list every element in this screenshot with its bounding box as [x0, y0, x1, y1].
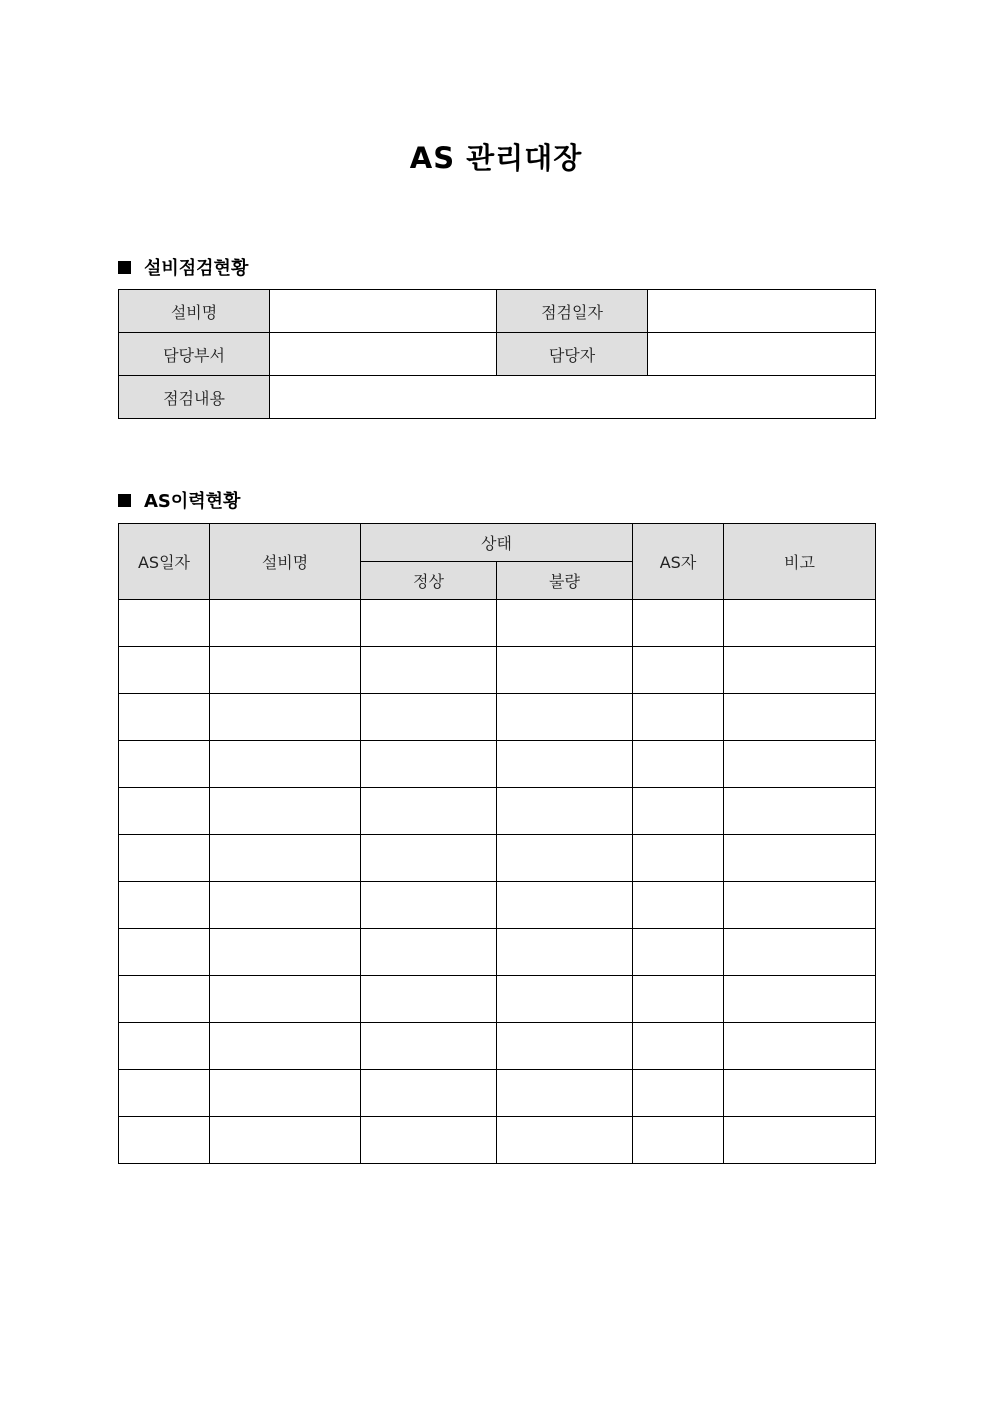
remarks-cell[interactable]: [724, 882, 876, 929]
remarks-cell[interactable]: [724, 929, 876, 976]
status-defect-cell[interactable]: [497, 600, 633, 647]
status-normal-cell[interactable]: [361, 835, 497, 882]
as-date-cell[interactable]: [119, 694, 210, 741]
person-in-charge-label: 담당자: [497, 333, 648, 376]
as-date-cell[interactable]: [119, 976, 210, 1023]
equipment-cell[interactable]: [210, 929, 361, 976]
table-row: [119, 788, 876, 835]
as-date-cell[interactable]: [119, 835, 210, 882]
document-title: AS 관리대장: [409, 141, 583, 175]
remarks-cell[interactable]: [724, 1070, 876, 1117]
table-row: [119, 929, 876, 976]
department-field[interactable]: [270, 333, 497, 376]
status-normal-cell[interactable]: [361, 1070, 497, 1117]
remarks-cell[interactable]: [724, 835, 876, 882]
equipment-cell[interactable]: [210, 976, 361, 1023]
remarks-cell[interactable]: [724, 600, 876, 647]
status-defect-cell[interactable]: [497, 976, 633, 1023]
as-date-cell[interactable]: [119, 1023, 210, 1070]
as-date-cell[interactable]: [119, 741, 210, 788]
as-date-cell[interactable]: [119, 647, 210, 694]
col-header-as-date: AS일자: [119, 524, 210, 600]
table-row: [119, 694, 876, 741]
status-defect-cell[interactable]: [497, 694, 633, 741]
inspection-table: [118, 289, 876, 419]
status-defect-cell[interactable]: [497, 741, 633, 788]
status-normal-cell[interactable]: [361, 600, 497, 647]
inspection-details-field[interactable]: [270, 376, 876, 419]
status-normal-cell[interactable]: [361, 1023, 497, 1070]
status-defect-cell[interactable]: [497, 1070, 633, 1117]
equipment-cell[interactable]: [210, 835, 361, 882]
as-person-cell[interactable]: [633, 976, 724, 1023]
as-date-cell[interactable]: [119, 788, 210, 835]
col-header-as-person: AS자: [633, 524, 724, 600]
status-normal-cell[interactable]: [361, 976, 497, 1023]
history-section-heading: [118, 487, 240, 513]
person-in-charge-field[interactable]: [648, 333, 876, 376]
as-person-cell[interactable]: [633, 882, 724, 929]
remarks-cell[interactable]: [724, 788, 876, 835]
status-normal-cell[interactable]: [361, 694, 497, 741]
table-row: [119, 741, 876, 788]
status-defect-cell[interactable]: [497, 647, 633, 694]
equipment-cell[interactable]: [210, 1023, 361, 1070]
remarks-cell[interactable]: [724, 647, 876, 694]
table-row: [119, 882, 876, 929]
remarks-cell[interactable]: [724, 976, 876, 1023]
as-person-cell[interactable]: [633, 788, 724, 835]
status-normal-cell[interactable]: [361, 741, 497, 788]
equipment-cell[interactable]: [210, 788, 361, 835]
remarks-cell[interactable]: [724, 694, 876, 741]
remarks-cell[interactable]: [724, 1117, 876, 1164]
as-person-cell[interactable]: [633, 929, 724, 976]
as-person-cell[interactable]: [633, 600, 724, 647]
table-row: [119, 835, 876, 882]
table-row: [119, 1023, 876, 1070]
table-row: [119, 647, 876, 694]
status-normal-cell[interactable]: [361, 788, 497, 835]
as-date-cell[interactable]: [119, 1070, 210, 1117]
equipment-cell[interactable]: [210, 1070, 361, 1117]
as-person-cell[interactable]: [633, 694, 724, 741]
status-defect-cell[interactable]: [497, 788, 633, 835]
black-square-bullet-icon: [118, 261, 131, 274]
col-header-status-normal: 정상: [361, 562, 497, 600]
inspection-date-label: 점검일자: [497, 290, 648, 333]
table-row: [119, 600, 876, 647]
equipment-name-label: 설비명: [119, 290, 270, 333]
status-normal-cell[interactable]: [361, 882, 497, 929]
status-defect-cell[interactable]: [497, 1117, 633, 1164]
col-header-remarks: 비고: [724, 524, 876, 600]
equipment-cell[interactable]: [210, 1117, 361, 1164]
as-history-table: [118, 523, 876, 1164]
as-date-cell[interactable]: [119, 600, 210, 647]
as-date-cell[interactable]: [119, 929, 210, 976]
inspection-details-label: 점검내용: [119, 376, 270, 419]
inspection-section-heading: [118, 254, 248, 280]
equipment-name-field[interactable]: [270, 290, 497, 333]
table-row: [119, 1070, 876, 1117]
status-defect-cell[interactable]: [497, 835, 633, 882]
status-normal-cell[interactable]: [361, 647, 497, 694]
status-normal-cell[interactable]: [361, 1117, 497, 1164]
equipment-cell[interactable]: [210, 741, 361, 788]
remarks-cell[interactable]: [724, 1023, 876, 1070]
as-person-cell[interactable]: [633, 1117, 724, 1164]
equipment-cell[interactable]: [210, 694, 361, 741]
department-label: 담당부서: [119, 333, 270, 376]
as-date-cell[interactable]: [119, 882, 210, 929]
as-person-cell[interactable]: [633, 647, 724, 694]
as-date-cell[interactable]: [119, 1117, 210, 1164]
status-defect-cell[interactable]: [497, 929, 633, 976]
as-person-cell[interactable]: [633, 1023, 724, 1070]
black-square-bullet-icon: [118, 494, 131, 507]
as-person-cell[interactable]: [633, 741, 724, 788]
as-person-cell[interactable]: [633, 1070, 724, 1117]
as-person-cell[interactable]: [633, 835, 724, 882]
inspection-date-field[interactable]: [648, 290, 876, 333]
table-row: [119, 976, 876, 1023]
equipment-cell[interactable]: [210, 882, 361, 929]
status-defect-cell[interactable]: [497, 1023, 633, 1070]
col-header-status: 상태: [361, 524, 633, 562]
inspection-section-title: 설비점검현황: [144, 258, 249, 279]
col-header-status-defect: 불량: [497, 562, 633, 600]
history-section-title: AS이력현황: [144, 491, 241, 512]
table-row: [119, 1117, 876, 1164]
remarks-cell[interactable]: [724, 741, 876, 788]
col-header-equipment: 설비명: [210, 524, 361, 600]
as-history-body: [119, 600, 876, 1164]
equipment-cell[interactable]: [210, 647, 361, 694]
status-normal-cell[interactable]: [361, 929, 497, 976]
equipment-cell[interactable]: [210, 600, 361, 647]
status-defect-cell[interactable]: [497, 882, 633, 929]
